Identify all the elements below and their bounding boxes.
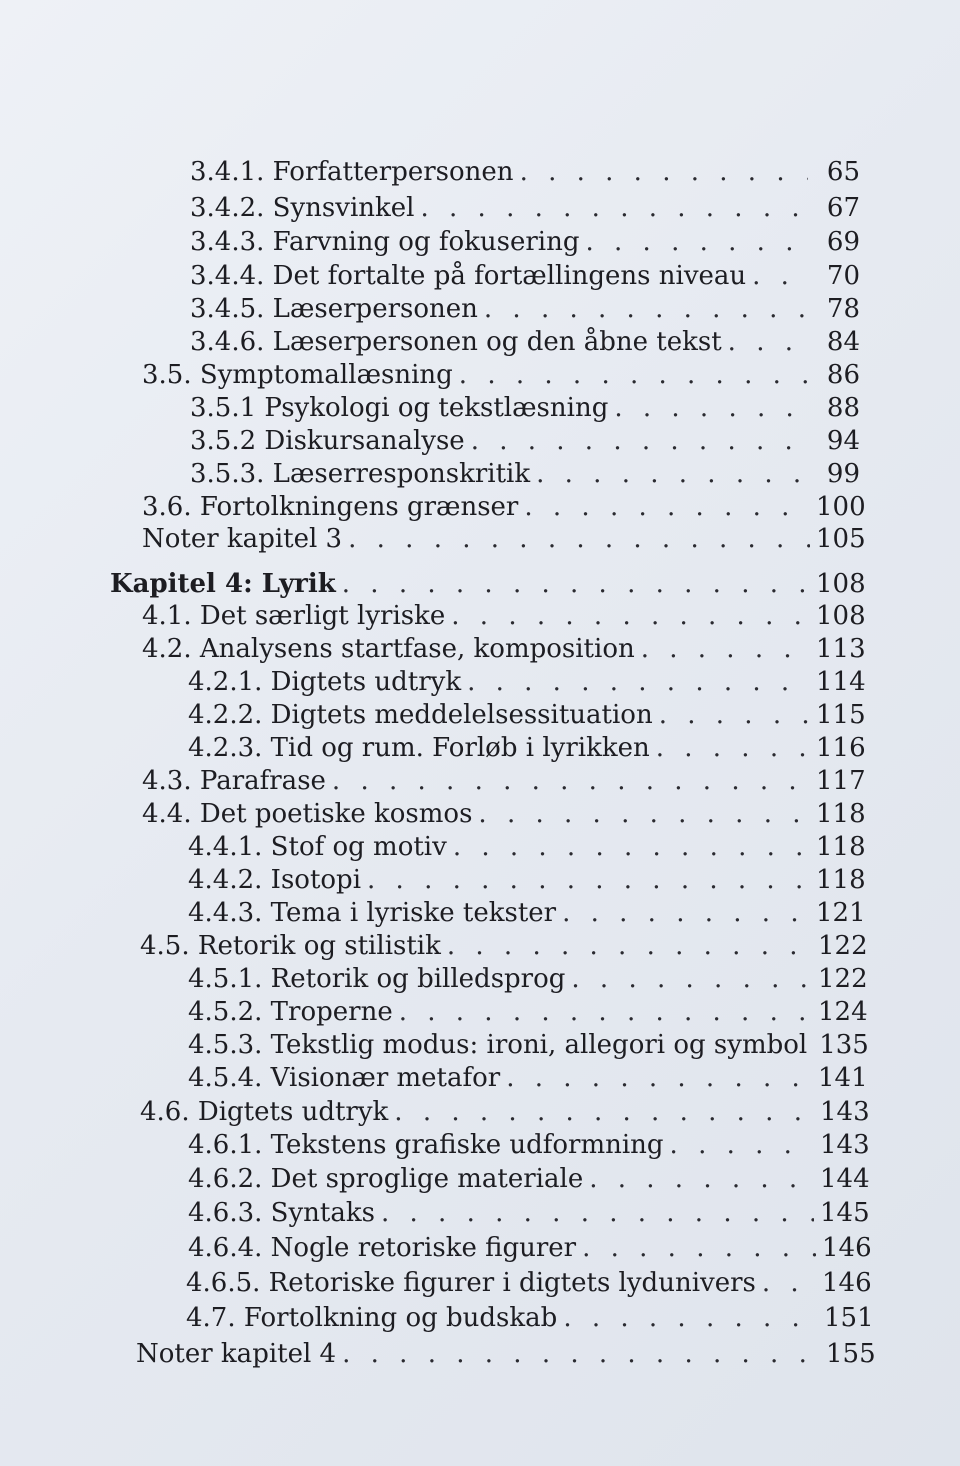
toc-entry-label: 4.5.2. Troperne	[188, 997, 393, 1027]
dot-leader	[367, 863, 810, 897]
toc-chapter-label: Kapitel 4: Lyrik	[110, 569, 336, 599]
toc-entry	[188, 962, 868, 996]
toc-entry	[188, 995, 868, 1029]
toc-entry-page: 105	[816, 524, 866, 554]
toc-entry-label: 3.6. Fortolkningens grænser	[142, 492, 519, 522]
toc-entry-page: 84	[826, 327, 860, 357]
toc-entry-page: 100	[816, 492, 866, 522]
toc-entry-label: 3.5.3. Læserresponskritik	[190, 459, 531, 489]
toc-entry	[142, 797, 866, 831]
dot-leader	[728, 325, 808, 359]
toc-entry	[190, 292, 860, 326]
dot-leader	[394, 1095, 814, 1129]
toc-entry-label: 4.2.2. Digtets meddelelsessituation	[188, 700, 653, 730]
toc-entry-page: 114	[816, 667, 866, 697]
toc-entry-label: 4.6.4. Nogle retoriske figurer	[188, 1233, 577, 1263]
dot-leader	[571, 962, 812, 996]
toc-entry-page: 146	[822, 1233, 872, 1263]
dot-leader	[536, 457, 808, 491]
toc-entry-page: 113	[816, 634, 866, 664]
dot-leader	[670, 1128, 814, 1162]
toc-entry	[190, 225, 860, 259]
dot-leader	[348, 522, 810, 556]
toc-entry-label: 3.4.3. Farvning og fokusering	[190, 227, 580, 257]
dot-leader	[332, 764, 810, 798]
toc-entry-page: 145	[820, 1198, 870, 1228]
toc-entry	[188, 1028, 869, 1062]
toc-entry-page: 115	[816, 700, 866, 730]
toc-entry-page: 122	[818, 931, 868, 961]
dot-leader	[762, 1266, 816, 1300]
toc-entry-label: 4.6. Digtets udtryk	[140, 1097, 389, 1127]
dot-leader	[563, 1301, 818, 1335]
toc-entry	[188, 830, 866, 864]
toc-entry	[188, 698, 866, 732]
toc-entry-page: 146	[822, 1268, 872, 1298]
dot-leader	[453, 830, 810, 864]
toc-entry-label: 3.5.2 Diskursanalyse	[190, 426, 465, 456]
dot-leader	[562, 896, 810, 930]
toc-entry	[190, 259, 860, 293]
toc-entry-page: 141	[818, 1063, 868, 1093]
toc-entry-page: 116	[816, 733, 866, 763]
dot-leader	[659, 698, 810, 732]
toc-entry-page: 124	[818, 997, 868, 1027]
toc-entry-page: 155	[826, 1339, 876, 1369]
toc-entry-page: 69	[826, 227, 860, 257]
dot-leader	[524, 490, 810, 524]
toc-entry	[190, 325, 860, 359]
toc-entry-label: 4.6.3. Syntaks	[188, 1198, 375, 1228]
toc-entry-label: 3.4.6. Læserpersonen og den åbne tekst	[190, 327, 722, 357]
toc-entry-label: 3.5.1 Psykologi og tekstlæsning	[190, 393, 609, 423]
dot-leader	[752, 259, 808, 293]
toc-entry-page: 118	[816, 799, 866, 829]
dot-leader	[656, 731, 810, 765]
toc-entry	[188, 1231, 872, 1265]
toc-entry-label: 4.6.1. Tekstens grafiske udformning	[188, 1130, 664, 1160]
toc-entry-label: 3.4.5. Læserpersonen	[190, 294, 478, 324]
dot-leader	[381, 1196, 814, 1230]
toc-entry	[186, 1301, 874, 1335]
dot-leader	[589, 1162, 814, 1196]
dot-leader	[586, 225, 809, 259]
dot-leader	[614, 391, 808, 425]
toc-entry	[188, 665, 866, 699]
toc-entry-page: 86	[826, 360, 860, 390]
dot-leader	[582, 1231, 816, 1265]
dot-leader	[471, 424, 808, 458]
toc-entry	[190, 424, 860, 458]
dot-leader	[484, 292, 808, 326]
toc-entry	[190, 155, 860, 189]
toc-entry-label: 4.4.3. Tema i lyriske tekster	[188, 898, 557, 928]
toc-entry-label: 4.1. Det særligt lyriske	[142, 601, 446, 631]
toc-entry-label: 4.5.1. Retorik og billedsprog	[188, 964, 566, 994]
dot-leader	[399, 995, 812, 1029]
toc-entry	[188, 1061, 868, 1095]
toc-entry	[188, 1162, 870, 1196]
toc-entry	[188, 731, 866, 765]
toc-entry	[186, 1266, 872, 1300]
toc-entry-page: 135	[819, 1030, 869, 1060]
toc-entry-label: 3.5. Symptomallæsning	[142, 360, 453, 390]
toc-entry	[188, 863, 866, 897]
toc-entry	[142, 599, 866, 633]
toc-entry-label: 4.4.2. Isotopi	[188, 865, 362, 895]
toc-entry-label: 4.5. Retorik og stilistik	[140, 931, 441, 961]
dot-leader	[459, 358, 808, 392]
toc-entry-page: 65	[826, 157, 860, 187]
toc-entry-label: 4.4. Det poetiske kosmos	[142, 799, 473, 829]
toc-entry	[142, 490, 866, 524]
toc-entry-page: 143	[820, 1130, 870, 1160]
toc-entry-label: 3.4.4. Det fortalte på fortællingens niveau	[190, 261, 747, 291]
toc-entry-label: Noter kapitel 3	[142, 524, 343, 554]
toc-entry-label: 3.4.1. Forfatterpersonen	[190, 157, 514, 187]
toc-chapter-heading	[110, 567, 866, 601]
toc-entry-page: 117	[816, 766, 866, 796]
toc-entry	[190, 191, 860, 225]
toc-entry	[140, 929, 868, 963]
toc-entry-page: 94	[826, 426, 860, 456]
toc-entry-page: 108	[816, 569, 866, 599]
toc-entry	[188, 1196, 870, 1230]
toc-entry-page: 121	[816, 898, 866, 928]
dot-leader	[342, 567, 810, 601]
toc-entry-label: 4.4.1. Stof og motiv	[188, 832, 447, 862]
toc-entry-label: 4.3. Parafrase	[142, 766, 326, 796]
toc-entry	[142, 522, 866, 556]
toc-entry	[140, 1095, 870, 1129]
toc-entry-page: 143	[820, 1097, 870, 1127]
toc-entry-label: 4.6.5. Retoriske figurer i digtets lydunivers	[186, 1268, 756, 1298]
toc-entry-page: 99	[826, 459, 860, 489]
toc-entry-label: 4.2. Analysens startfase, komposition	[142, 634, 635, 664]
toc-entry-label: 4.5.4. Visionær metafor	[188, 1063, 501, 1093]
toc-entry	[190, 457, 860, 491]
toc-entry-page: 108	[816, 601, 866, 631]
dot-leader	[478, 797, 810, 831]
toc-entry-page: 151	[824, 1303, 874, 1333]
toc-entry-label: 3.4.2. Synsvinkel	[190, 193, 415, 223]
toc-entry	[142, 632, 866, 666]
toc-entry-page: 122	[818, 964, 868, 994]
toc-entry-label: 4.5.3. Tekstlig modus: ironi, allegori og symbol	[188, 1030, 808, 1060]
toc-entry-label: 4.7. Fortolkning og budskab	[186, 1303, 558, 1333]
toc-entry-label: 4.2.3. Tid og rum. Forløb i lyrikken	[188, 733, 650, 763]
toc-entry	[188, 896, 866, 930]
toc-entry-page: 118	[816, 832, 866, 862]
toc-entry-page: 78	[826, 294, 860, 324]
dot-leader	[420, 191, 808, 225]
toc-entry-page: 70	[826, 261, 860, 291]
toc-entry-page: 144	[820, 1164, 870, 1194]
toc-entry-page: 118	[816, 865, 866, 895]
toc-entry-label: 4.2.1. Digtets udtryk	[188, 667, 462, 697]
dot-leader	[506, 1061, 812, 1095]
toc-entry	[136, 1337, 876, 1371]
dot-leader	[451, 599, 810, 633]
toc-entry-page: 67	[826, 193, 860, 223]
toc-entry-page: 88	[826, 393, 860, 423]
dot-leader	[641, 632, 810, 666]
dot-leader	[342, 1337, 820, 1371]
toc-entry	[142, 764, 866, 798]
toc-entry-label: 4.6.2. Det sproglige materiale	[188, 1164, 584, 1194]
toc-entry	[142, 358, 860, 392]
dot-leader	[467, 665, 810, 699]
toc-entry	[190, 391, 860, 425]
toc-entry	[188, 1128, 870, 1162]
dot-leader	[520, 155, 808, 189]
toc-entry-label: Noter kapitel 4	[136, 1339, 337, 1369]
dot-leader	[447, 929, 812, 963]
